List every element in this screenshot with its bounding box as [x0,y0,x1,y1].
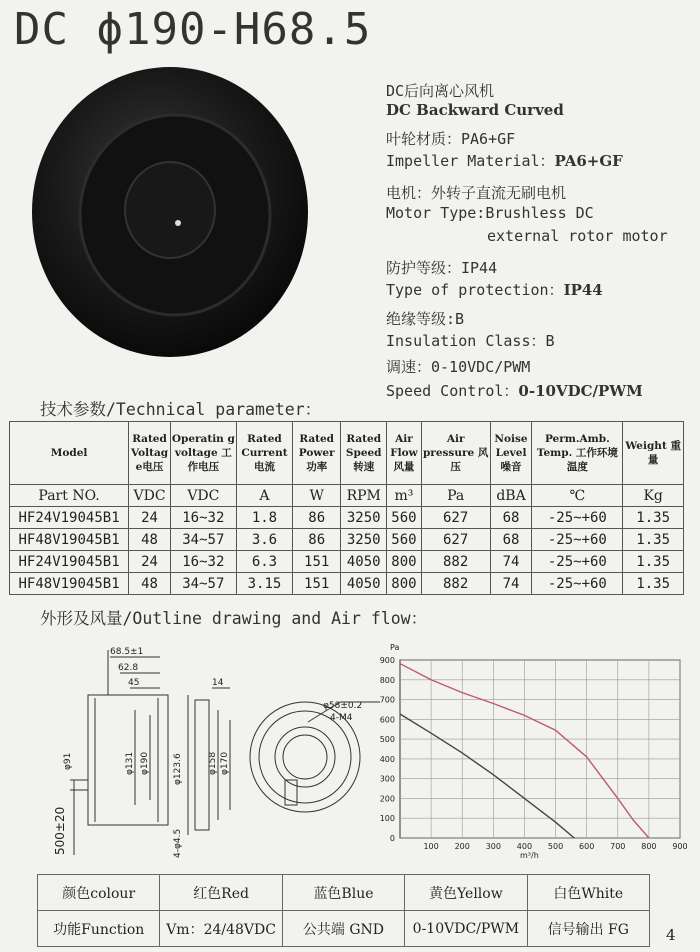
table-cell: 6.3 [236,551,292,573]
table-cell: 34~57 [170,529,236,551]
page-number: 4 [666,926,676,944]
table-cell: HF48V19045B1 [10,573,129,595]
page-title: DC ϕ190-H68.5 [14,4,372,55]
table-cell: 74 [490,573,532,595]
tech-table [9,421,684,595]
table-cell: 信号输出 FG [527,911,649,947]
table-cell: 公共端 GND [282,911,404,947]
th-noise: Noise Level 噪音 [490,422,532,485]
color-table [37,874,650,947]
y-axis-label: Pa [390,643,400,652]
dim-label: 45 [128,678,140,688]
table-cell: 黄色Yellow [405,875,527,911]
x-tick-label: 500 [547,842,564,851]
series-line-2 [400,714,574,838]
table-cell: 16~32 [170,551,236,573]
spec-protection-en [386,279,603,300]
table-cell: 151 [293,551,341,573]
dim-label: φ131 [125,751,135,775]
fan-photo [30,65,310,360]
th-voltage: Rated Voltag e电压 [129,422,171,485]
table-cell: 151 [293,573,341,595]
speed-label: Speed Control： [386,382,519,400]
table-cell: 24 [129,551,171,573]
table-cell: -25~+60 [532,573,623,595]
table-cell: 34~57 [170,573,236,595]
spec-motor-cn: 电机：外转子直流无刷电机 [386,184,567,202]
unit-cell: Part NO. [10,485,129,507]
unit-cell: VDC [129,485,171,507]
dim-label: φ58±0.2 [323,701,363,711]
dim-label: φ190 [140,751,150,775]
dim-label: φ158 [208,751,218,775]
spec-impeller-cn: 叶轮材质：PA6+GF [386,130,516,148]
spec-impeller-en [386,150,623,171]
x-tick-label: 400 [516,842,533,851]
spec-speed-cn: 调速：0-10VDC/PWM [386,358,531,376]
spec-insulation-en: Insulation Class：B [386,332,555,350]
unit-cell: ℃ [532,485,623,507]
table-cell: 800 [387,551,421,573]
th-airflow: Air Flow 风量 [387,422,421,485]
impeller-value: PA6+GF [554,152,623,170]
table-cell: 4050 [341,573,387,595]
table-cell: 3.15 [236,573,292,595]
y-tick-label: 0 [389,834,395,843]
airflow-chart [360,638,695,863]
table-cell: HF24V19045B1 [10,507,129,529]
th-speed: Rated Speed 转速 [341,422,387,485]
table-cell: 1.35 [623,573,684,595]
tech-unit-row [10,485,684,507]
table-row [10,529,684,551]
x-tick-label: 900 [672,842,688,851]
th-current: Rated Current 电流 [236,422,292,485]
table-cell: 颜色colour [38,875,160,911]
table-cell: 627 [421,529,490,551]
table-cell: 3250 [341,529,387,551]
unit-cell: A [236,485,292,507]
table-cell: 蓝色Blue [282,875,404,911]
dim-label: 68.5±1 [110,647,144,657]
x-tick-label: 700 [610,842,626,851]
table-cell: 1.35 [623,529,684,551]
unit-cell: VDC [170,485,236,507]
table-cell: 24 [129,507,171,529]
dim-label: 4-φ4.5 [173,828,183,858]
y-tick-label: 100 [379,814,395,824]
table-cell: 86 [293,529,341,551]
table-cell: 68 [490,507,532,529]
table-cell: 800 [387,573,421,595]
y-tick-label: 200 [379,794,395,804]
tech-heading: 技术参数/Technical parameter： [40,400,322,419]
table-cell: HF24V19045B1 [10,551,129,573]
impeller-label: Impeller Material： [386,152,555,170]
spec-motor-en-1: Motor Type:Brushless DC [386,204,594,222]
table-cell: 功能Function [38,911,160,947]
unit-cell: Kg [623,485,684,507]
x-tick-label: 200 [454,842,470,851]
spec-type-cn: DC后向离心风机 [386,82,495,100]
plot-frame [400,660,680,838]
spec-speed-en [386,380,643,401]
table-cell: 4050 [341,551,387,573]
x-tick-label: 800 [641,842,657,851]
spec-insulation-cn: 绝缘等级:B [386,310,465,328]
unit-cell: dBA [490,485,532,507]
table-cell: 627 [421,507,490,529]
th-pressure: Air pressure 风压 [421,422,490,485]
dim-label: 14 [212,678,224,688]
y-tick-label: 900 [379,656,395,665]
unit-cell: m³ [387,485,421,507]
table-cell: 红色Red [160,875,282,911]
unit-cell: RPM [341,485,387,507]
dim-label: φ123.6 [173,753,183,785]
dim-label: 500±20 [53,806,67,855]
spec-motor-en-2: external rotor motor [487,227,668,245]
table-cell: -25~+60 [532,551,623,573]
table-cell: -25~+60 [532,529,623,551]
dim-label: φ170 [220,751,230,775]
table-row [10,573,684,595]
table-cell: 560 [387,529,421,551]
outline-heading: 外形及风量/Outline drawing and Air flow： [40,609,428,628]
table-cell: 560 [387,507,421,529]
tech-header-row [10,422,684,485]
y-tick-label: 500 [379,735,395,745]
th-op-voltage: Operatin g voltage 工作电压 [170,422,236,485]
y-tick-label: 300 [379,774,395,784]
x-tick-label: 300 [485,842,501,851]
dim-label: 4-M4 [330,713,353,723]
table-cell: -25~+60 [532,507,623,529]
outline-drawing [40,640,380,870]
table-cell: 1.8 [236,507,292,529]
th-model: Model [10,422,129,485]
y-tick-label: 700 [379,695,395,705]
spec-protection-cn: 防护等级：IP44 [386,259,498,277]
table-cell: 48 [129,573,171,595]
table-cell: 1.35 [623,551,684,573]
speed-value: 0-10VDC/PWM [518,382,643,400]
y-tick-label: 800 [379,675,395,685]
spec-type-en: DC Backward Curved [386,101,564,119]
y-tick-label: 400 [379,754,395,764]
x-tick-label: 600 [579,842,595,851]
table-cell: 白色White [527,875,649,911]
th-power: Rated Power 功率 [293,422,341,485]
table-cell: 74 [490,551,532,573]
table-cell: 16~32 [170,507,236,529]
table-cell: 48 [129,529,171,551]
y-tick-label: 600 [379,715,395,725]
table-cell: 1.35 [623,507,684,529]
table-row [38,875,650,911]
table-cell: Vm：24/48VDC [160,911,282,947]
dim-label: 62.8 [118,663,139,673]
table-row [10,507,684,529]
th-weight: Weight 重量 [623,422,684,485]
protection-value: IP44 [563,281,603,299]
table-cell: 882 [421,551,490,573]
dim-label: φ91 [63,752,73,770]
table-row [38,911,650,947]
th-temp: Perm.Amb. Temp. 工作环境温度 [532,422,623,485]
protection-label: Type of protection： [386,281,564,299]
table-cell: 68 [490,529,532,551]
x-tick-label: 100 [423,842,439,851]
table-cell: 882 [421,573,490,595]
table-row [10,551,684,573]
table-cell: 3.6 [236,529,292,551]
unit-cell: Pa [421,485,490,507]
table-cell: 86 [293,507,341,529]
unit-cell: W [293,485,341,507]
table-cell: 0-10VDC/PWM [405,911,527,947]
table-cell: 3250 [341,507,387,529]
table-cell: HF48V19045B1 [10,529,129,551]
x-axis-label: m³/h [520,851,539,860]
